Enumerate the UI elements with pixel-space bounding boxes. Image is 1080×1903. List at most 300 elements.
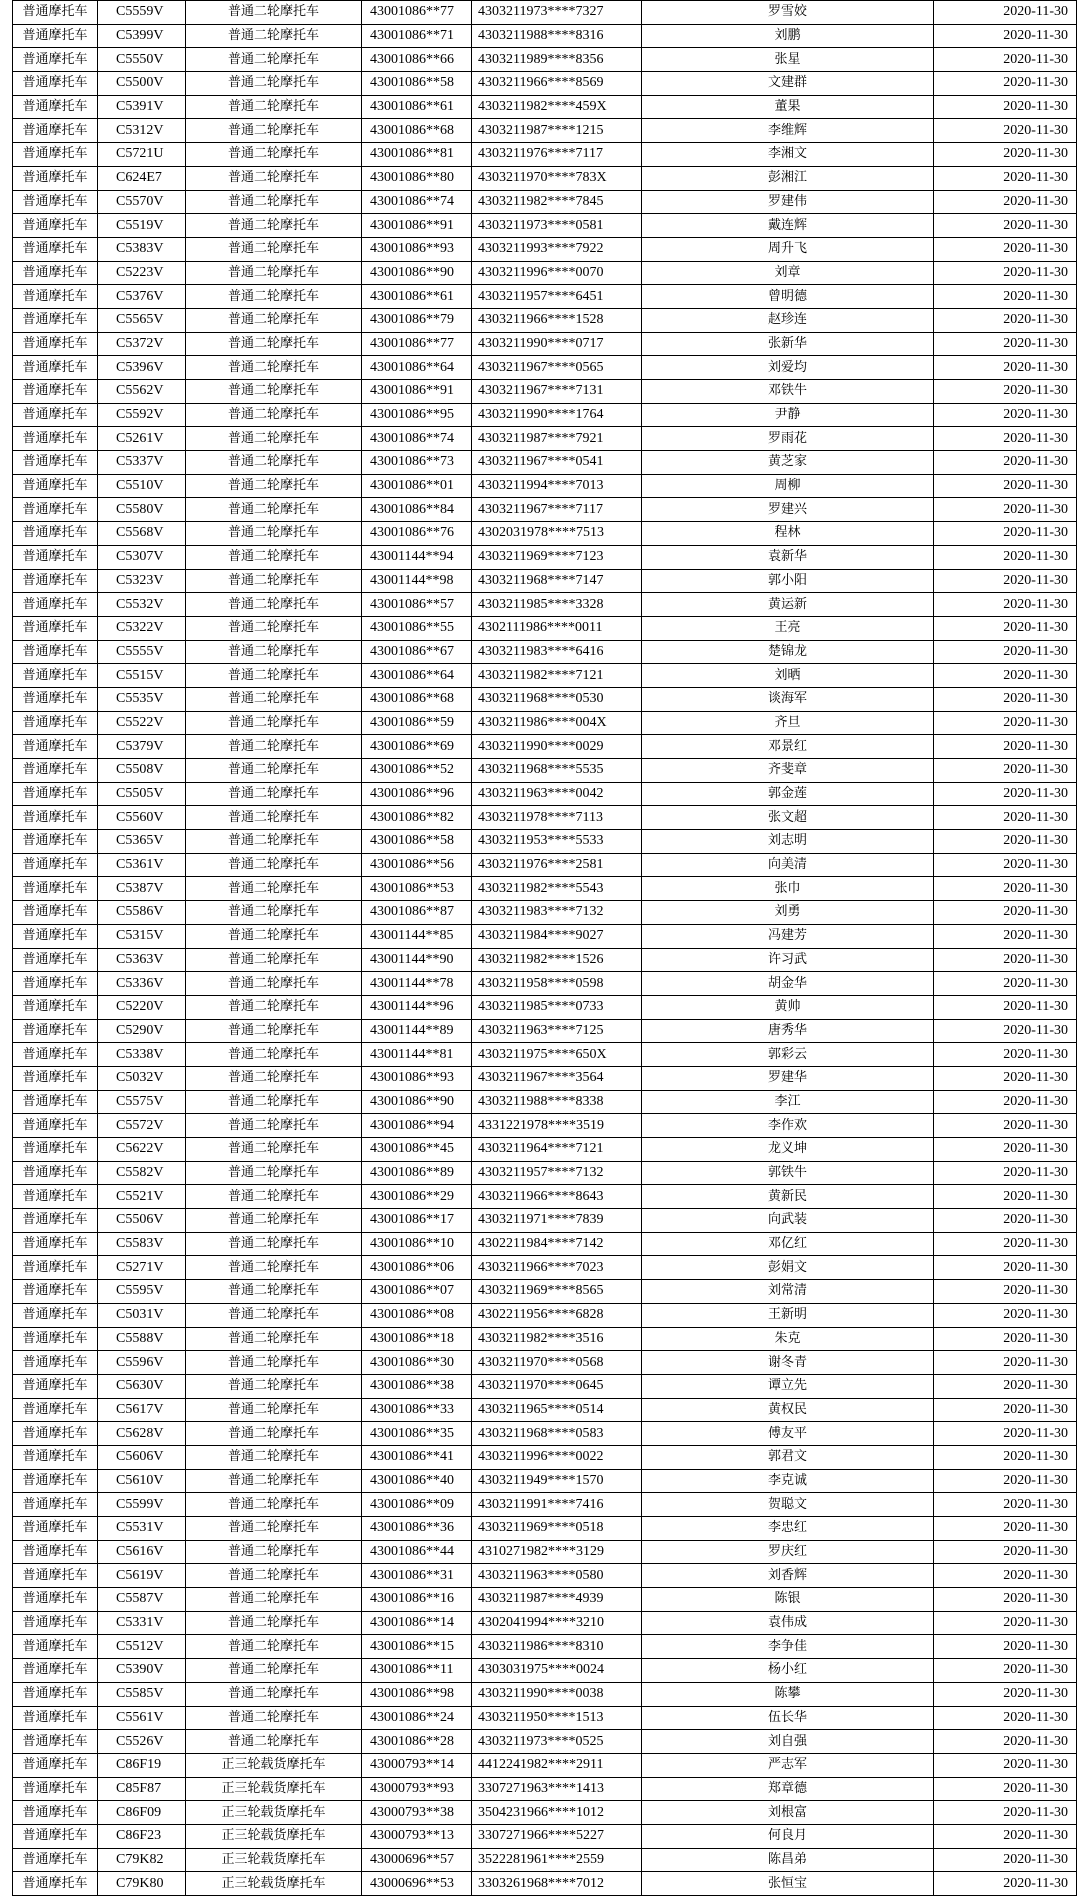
owner-name-cell: 傅友平 [642, 1422, 934, 1446]
date-cell: 2020-11-30 [934, 522, 1077, 546]
date-cell: 2020-11-30 [934, 332, 1077, 356]
vehicle-category-cell: 普通摩托车 [13, 214, 98, 238]
id-number-cell: 4303211982****7845 [472, 190, 642, 214]
plate-number-cell: C5361V [98, 853, 186, 877]
vehicle-category-cell: 普通摩托车 [13, 1398, 98, 1422]
license-number-cell: 43001086**38 [362, 1374, 472, 1398]
plate-number-cell: C5032V [98, 1066, 186, 1090]
plate-number-cell: C5363V [98, 948, 186, 972]
date-cell: 2020-11-30 [934, 380, 1077, 404]
vehicle-category-cell: 普通摩托车 [13, 1043, 98, 1067]
table-row [13, 1493, 1077, 1517]
license-number-cell: 43001144**96 [362, 995, 472, 1019]
date-cell: 2020-11-30 [934, 569, 1077, 593]
plate-number-cell: C5372V [98, 332, 186, 356]
plate-number-cell: C5596V [98, 1351, 186, 1375]
id-number-cell: 4303211968****5535 [472, 759, 642, 783]
license-number-cell: 43001086**68 [362, 119, 472, 143]
plate-number-cell: C5562V [98, 380, 186, 404]
vehicle-category-cell: 普通摩托车 [13, 1706, 98, 1730]
owner-name-cell: 刘香辉 [642, 1564, 934, 1588]
vehicle-category-cell: 普通摩托车 [13, 1777, 98, 1801]
vehicle-category-cell: 普通摩托车 [13, 972, 98, 996]
vehicle-category-cell: 普通摩托车 [13, 1209, 98, 1233]
license-number-cell: 43001144**85 [362, 924, 472, 948]
vehicle-category-cell: 普通摩托车 [13, 332, 98, 356]
owner-name-cell: 黄运新 [642, 593, 934, 617]
plate-number-cell: C5290V [98, 1019, 186, 1043]
owner-name-cell: 严志军 [642, 1753, 934, 1777]
owner-name-cell: 李江 [642, 1090, 934, 1114]
license-number-cell: 43001144**89 [362, 1019, 472, 1043]
owner-name-cell: 郭君文 [642, 1445, 934, 1469]
owner-name-cell: 邓景红 [642, 735, 934, 759]
date-cell: 2020-11-30 [934, 782, 1077, 806]
vehicle-type-cell: 普通二轮摩托车 [186, 261, 362, 285]
owner-name-cell: 李湘文 [642, 143, 934, 167]
vehicle-type-cell: 普通二轮摩托车 [186, 1303, 362, 1327]
vehicle-type-cell: 普通二轮摩托车 [186, 759, 362, 783]
vehicle-type-cell: 普通二轮摩托车 [186, 830, 362, 854]
table-row [13, 924, 1077, 948]
id-number-cell: 4303211967****7131 [472, 380, 642, 404]
plate-number-cell: C5338V [98, 1043, 186, 1067]
plate-number-cell: C5550V [98, 48, 186, 72]
owner-name-cell: 谈海军 [642, 687, 934, 711]
plate-number-cell: C5505V [98, 782, 186, 806]
vehicle-category-cell: 普通摩托车 [13, 1682, 98, 1706]
vehicle-category-cell: 普通摩托车 [13, 1232, 98, 1256]
license-number-cell: 43001086**35 [362, 1422, 472, 1446]
owner-name-cell: 伍长华 [642, 1706, 934, 1730]
license-number-cell: 43001086**28 [362, 1730, 472, 1754]
vehicle-category-cell: 普通摩托车 [13, 380, 98, 404]
table-row [13, 308, 1077, 332]
date-cell: 2020-11-30 [934, 1659, 1077, 1683]
id-number-cell: 4303211970****0568 [472, 1351, 642, 1375]
id-number-cell: 4303211973****0525 [472, 1730, 642, 1754]
plate-number-cell: C5220V [98, 995, 186, 1019]
id-number-cell: 4303211967****7117 [472, 498, 642, 522]
vehicle-type-cell: 普通二轮摩托车 [186, 1043, 362, 1067]
id-number-cell: 4303211950****1513 [472, 1706, 642, 1730]
table-row [13, 1066, 1077, 1090]
vehicle-category-cell: 普通摩托车 [13, 1256, 98, 1280]
license-number-cell: 43001086**59 [362, 711, 472, 735]
vehicle-category-cell: 普通摩托车 [13, 1635, 98, 1659]
vehicle-type-cell: 普通二轮摩托车 [186, 1611, 362, 1635]
date-cell: 2020-11-30 [934, 1611, 1077, 1635]
id-number-cell: 4303211970****0645 [472, 1374, 642, 1398]
date-cell: 2020-11-30 [934, 830, 1077, 854]
license-number-cell: 43001086**58 [362, 830, 472, 854]
vehicle-type-cell: 普通二轮摩托车 [186, 995, 362, 1019]
vehicle-type-cell: 普通二轮摩托车 [186, 1090, 362, 1114]
id-number-cell: 4303211993****7922 [472, 237, 642, 261]
vehicle-category-cell: 普通摩托车 [13, 1540, 98, 1564]
date-cell: 2020-11-30 [934, 1161, 1077, 1185]
vehicle-category-cell: 普通摩托车 [13, 877, 98, 901]
license-number-cell: 43001086**73 [362, 451, 472, 475]
id-number-cell: 4302211984****7142 [472, 1232, 642, 1256]
vehicle-type-cell: 普通二轮摩托车 [186, 1138, 362, 1162]
vehicle-type-cell: 正三轮载货摩托车 [186, 1872, 362, 1896]
table-row [13, 1232, 1077, 1256]
vehicle-type-cell: 普通二轮摩托车 [186, 593, 362, 617]
vehicle-category-cell: 普通摩托车 [13, 616, 98, 640]
vehicle-type-cell: 普通二轮摩托车 [186, 1, 362, 25]
vehicle-type-cell: 普通二轮摩托车 [186, 664, 362, 688]
date-cell: 2020-11-30 [934, 474, 1077, 498]
date-cell: 2020-11-30 [934, 687, 1077, 711]
id-number-cell: 4412241982****2911 [472, 1753, 642, 1777]
plate-number-cell: C5365V [98, 830, 186, 854]
vehicle-type-cell: 普通二轮摩托车 [186, 498, 362, 522]
vehicle-category-cell: 普通摩托车 [13, 1848, 98, 1872]
table-row [13, 1280, 1077, 1304]
table-row [13, 1848, 1077, 1872]
table-row [13, 1398, 1077, 1422]
owner-name-cell: 彭湘江 [642, 166, 934, 190]
table-row [13, 522, 1077, 546]
license-number-cell: 43001086**71 [362, 24, 472, 48]
vehicle-type-cell: 普通二轮摩托车 [186, 1114, 362, 1138]
owner-name-cell: 董果 [642, 95, 934, 119]
date-cell: 2020-11-30 [934, 972, 1077, 996]
table-row [13, 451, 1077, 475]
vehicle-category-cell: 普通摩托车 [13, 664, 98, 688]
vehicle-type-cell: 普通二轮摩托车 [186, 1374, 362, 1398]
owner-name-cell: 李忠红 [642, 1517, 934, 1541]
table-row [13, 214, 1077, 238]
date-cell: 2020-11-30 [934, 1801, 1077, 1825]
date-cell: 2020-11-30 [934, 948, 1077, 972]
plate-number-cell: C5583V [98, 1232, 186, 1256]
date-cell: 2020-11-30 [934, 1280, 1077, 1304]
owner-name-cell: 袁伟成 [642, 1611, 934, 1635]
license-number-cell: 43001086**76 [362, 522, 472, 546]
vehicle-category-cell: 普通摩托车 [13, 24, 98, 48]
table-row [13, 1706, 1077, 1730]
license-number-cell: 43001086**55 [362, 616, 472, 640]
vehicle-category-cell: 普通摩托车 [13, 1588, 98, 1612]
license-number-cell: 43001086**79 [362, 308, 472, 332]
plate-number-cell: C5337V [98, 451, 186, 475]
vehicle-category-cell: 普通摩托车 [13, 924, 98, 948]
plate-number-cell: C5575V [98, 1090, 186, 1114]
vehicle-type-cell: 普通二轮摩托车 [186, 1682, 362, 1706]
vehicle-type-cell: 普通二轮摩托车 [186, 237, 362, 261]
date-cell: 2020-11-30 [934, 1588, 1077, 1612]
date-cell: 2020-11-30 [934, 1540, 1077, 1564]
license-number-cell: 43001086**90 [362, 261, 472, 285]
id-number-cell: 4303211973****7327 [472, 1, 642, 25]
vehicle-type-cell: 普通二轮摩托车 [186, 545, 362, 569]
vehicle-category-cell: 普通摩托车 [13, 545, 98, 569]
vehicle-category-cell: 普通摩托车 [13, 261, 98, 285]
date-cell: 2020-11-30 [934, 190, 1077, 214]
vehicle-type-cell: 普通二轮摩托车 [186, 1588, 362, 1612]
vehicle-category-cell: 普通摩托车 [13, 569, 98, 593]
vehicle-category-cell: 普通摩托车 [13, 427, 98, 451]
id-number-cell: 4303211969****7123 [472, 545, 642, 569]
table-row [13, 166, 1077, 190]
license-number-cell: 43001086**53 [362, 877, 472, 901]
id-number-cell: 4310271982****3129 [472, 1540, 642, 1564]
vehicle-type-cell: 普通二轮摩托车 [186, 853, 362, 877]
vehicle-type-cell: 普通二轮摩托车 [186, 1635, 362, 1659]
license-number-cell: 43001144**90 [362, 948, 472, 972]
date-cell: 2020-11-30 [934, 1682, 1077, 1706]
table-row [13, 1635, 1077, 1659]
vehicle-category-cell: 普通摩托车 [13, 1066, 98, 1090]
vehicle-category-cell: 普通摩托车 [13, 48, 98, 72]
id-number-cell: 4303211983****7132 [472, 901, 642, 925]
vehicle-type-cell: 普通二轮摩托车 [186, 901, 362, 925]
table-row [13, 1753, 1077, 1777]
vehicle-type-cell: 普通二轮摩托车 [186, 687, 362, 711]
plate-number-cell: C5560V [98, 806, 186, 830]
id-number-cell: 4303211996****0022 [472, 1445, 642, 1469]
date-cell: 2020-11-30 [934, 545, 1077, 569]
plate-number-cell: C5532V [98, 593, 186, 617]
date-cell: 2020-11-30 [934, 1493, 1077, 1517]
vehicle-type-cell: 普通二轮摩托车 [186, 1019, 362, 1043]
date-cell: 2020-11-30 [934, 924, 1077, 948]
id-number-cell: 4302031978****7513 [472, 522, 642, 546]
date-cell: 2020-11-30 [934, 285, 1077, 309]
license-number-cell: 43001086**68 [362, 687, 472, 711]
id-number-cell: 4303211996****0070 [472, 261, 642, 285]
id-number-cell: 4303211957****7132 [472, 1161, 642, 1185]
license-number-cell: 43000793**93 [362, 1777, 472, 1801]
plate-number-cell: C5391V [98, 95, 186, 119]
date-cell: 2020-11-30 [934, 735, 1077, 759]
table-row [13, 1374, 1077, 1398]
plate-number-cell: C5031V [98, 1303, 186, 1327]
owner-name-cell: 唐秀华 [642, 1019, 934, 1043]
date-cell: 2020-11-30 [934, 616, 1077, 640]
id-number-cell: 4303211969****8565 [472, 1280, 642, 1304]
vehicle-category-cell: 普通摩托车 [13, 1469, 98, 1493]
table-row [13, 1588, 1077, 1612]
date-cell: 2020-11-30 [934, 877, 1077, 901]
id-number-cell: 4303211982****459X [472, 95, 642, 119]
vehicle-type-cell: 普通二轮摩托车 [186, 214, 362, 238]
vehicle-category-cell: 普通摩托车 [13, 1493, 98, 1517]
date-cell: 2020-11-30 [934, 1730, 1077, 1754]
vehicle-type-cell: 普通二轮摩托车 [186, 24, 362, 48]
owner-name-cell: 曾明德 [642, 285, 934, 309]
id-number-cell: 3522281961****2559 [472, 1848, 642, 1872]
date-cell: 2020-11-30 [934, 1564, 1077, 1588]
owner-name-cell: 黄新民 [642, 1185, 934, 1209]
plate-number-cell: C5619V [98, 1564, 186, 1588]
plate-number-cell: C5570V [98, 190, 186, 214]
owner-name-cell: 陈攀 [642, 1682, 934, 1706]
date-cell: 2020-11-30 [934, 143, 1077, 167]
license-number-cell: 43001086**69 [362, 735, 472, 759]
table-row [13, 1161, 1077, 1185]
license-number-cell: 43000793**13 [362, 1824, 472, 1848]
vehicle-category-cell: 普通摩托车 [13, 1730, 98, 1754]
id-number-cell: 3303261968****7012 [472, 1872, 642, 1896]
license-number-cell: 43001086**57 [362, 593, 472, 617]
date-cell: 2020-11-30 [934, 48, 1077, 72]
plate-number-cell: C5617V [98, 1398, 186, 1422]
table-row [13, 1872, 1077, 1896]
license-number-cell: 43000793**14 [362, 1753, 472, 1777]
vehicle-category-cell: 普通摩托车 [13, 830, 98, 854]
vehicle-category-cell: 普通摩托车 [13, 759, 98, 783]
date-cell: 2020-11-30 [934, 308, 1077, 332]
owner-name-cell: 刘常清 [642, 1280, 934, 1304]
owner-name-cell: 赵珍连 [642, 308, 934, 332]
owner-name-cell: 黄芝家 [642, 451, 934, 475]
id-number-cell: 4303211988****8316 [472, 24, 642, 48]
table-row [13, 427, 1077, 451]
date-cell: 2020-11-30 [934, 427, 1077, 451]
plate-number-cell: C5630V [98, 1374, 186, 1398]
license-number-cell: 43001086**14 [362, 1611, 472, 1635]
owner-name-cell: 许习武 [642, 948, 934, 972]
owner-name-cell: 刘章 [642, 261, 934, 285]
license-number-cell: 43001086**18 [362, 1327, 472, 1351]
id-number-cell: 4303211967****3564 [472, 1066, 642, 1090]
license-number-cell: 43001086**61 [362, 285, 472, 309]
owner-name-cell: 刘根富 [642, 1801, 934, 1825]
table-row [13, 1351, 1077, 1375]
license-number-cell: 43001086**07 [362, 1280, 472, 1304]
vehicle-type-cell: 普通二轮摩托车 [186, 735, 362, 759]
owner-name-cell: 刘鹏 [642, 24, 934, 48]
license-number-cell: 43001086**81 [362, 143, 472, 167]
id-number-cell: 4303211953****5533 [472, 830, 642, 854]
owner-name-cell: 刘爱均 [642, 356, 934, 380]
owner-name-cell: 龙义坤 [642, 1138, 934, 1162]
id-number-cell: 4303211986****8310 [472, 1635, 642, 1659]
table-row [13, 830, 1077, 854]
id-number-cell: 4303211971****7839 [472, 1209, 642, 1233]
vehicle-category-cell: 普通摩托车 [13, 687, 98, 711]
id-number-cell: 4303211983****6416 [472, 640, 642, 664]
vehicle-type-cell: 普通二轮摩托车 [186, 569, 362, 593]
table-row [13, 687, 1077, 711]
vehicle-category-cell: 普通摩托车 [13, 1824, 98, 1848]
vehicle-category-cell: 普通摩托车 [13, 498, 98, 522]
license-number-cell: 43001086**33 [362, 1398, 472, 1422]
id-number-cell: 4303211966****8569 [472, 72, 642, 96]
vehicle-type-cell: 普通二轮摩托车 [186, 48, 362, 72]
date-cell: 2020-11-30 [934, 1753, 1077, 1777]
plate-number-cell: C5261V [98, 427, 186, 451]
plate-number-cell: C5568V [98, 522, 186, 546]
license-number-cell: 43001086**87 [362, 901, 472, 925]
license-number-cell: 43001086**84 [362, 498, 472, 522]
plate-number-cell: C5531V [98, 1517, 186, 1541]
id-number-cell: 4303211966****7023 [472, 1256, 642, 1280]
license-number-cell: 43001086**77 [362, 1, 472, 25]
vehicle-type-cell: 普通二轮摩托车 [186, 1469, 362, 1493]
vehicle-type-cell: 普通二轮摩托车 [186, 1327, 362, 1351]
license-number-cell: 43001086**95 [362, 403, 472, 427]
owner-name-cell: 谢冬青 [642, 1351, 934, 1375]
vehicle-category-cell: 普通摩托车 [13, 356, 98, 380]
owner-name-cell: 冯建芳 [642, 924, 934, 948]
plate-number-cell: C5587V [98, 1588, 186, 1612]
owner-name-cell: 齐旦 [642, 711, 934, 735]
date-cell: 2020-11-30 [934, 1351, 1077, 1375]
vehicle-category-cell: 普通摩托车 [13, 995, 98, 1019]
date-cell: 2020-11-30 [934, 995, 1077, 1019]
plate-number-cell: C86F09 [98, 1801, 186, 1825]
license-number-cell: 43001086**44 [362, 1540, 472, 1564]
id-number-cell: 4303211989****8356 [472, 48, 642, 72]
plate-number-cell: C5588V [98, 1327, 186, 1351]
owner-name-cell: 向武装 [642, 1209, 934, 1233]
table-row [13, 664, 1077, 688]
vehicle-category-cell: 普通摩托车 [13, 190, 98, 214]
table-row [13, 190, 1077, 214]
table-row [13, 569, 1077, 593]
id-number-cell: 4303211990****0029 [472, 735, 642, 759]
table-row [13, 498, 1077, 522]
license-number-cell: 43001086**66 [362, 48, 472, 72]
date-cell: 2020-11-30 [934, 759, 1077, 783]
owner-name-cell: 文建群 [642, 72, 934, 96]
vehicle-category-cell: 普通摩托车 [13, 1611, 98, 1635]
owner-name-cell: 戴连辉 [642, 214, 934, 238]
vehicle-type-cell: 普通二轮摩托车 [186, 1351, 362, 1375]
date-cell: 2020-11-30 [934, 119, 1077, 143]
vehicle-category-cell: 普通摩托车 [13, 711, 98, 735]
license-number-cell: 43001086**77 [362, 332, 472, 356]
table-row [13, 356, 1077, 380]
vehicle-type-cell: 普通二轮摩托车 [186, 1493, 362, 1517]
license-number-cell: 43001086**24 [362, 1706, 472, 1730]
owner-name-cell: 张文超 [642, 806, 934, 830]
plate-number-cell: C5307V [98, 545, 186, 569]
vehicle-category-cell: 普通摩托车 [13, 1019, 98, 1043]
table-row [13, 711, 1077, 735]
table-row [13, 948, 1077, 972]
id-number-cell: 4303211987****7921 [472, 427, 642, 451]
owner-name-cell: 程林 [642, 522, 934, 546]
id-number-cell: 4303211963****7125 [472, 1019, 642, 1043]
owner-name-cell: 陈昌弟 [642, 1848, 934, 1872]
license-number-cell: 43001086**90 [362, 1090, 472, 1114]
license-number-cell: 43001086**89 [362, 1161, 472, 1185]
id-number-cell: 3307271963****1413 [472, 1777, 642, 1801]
owner-name-cell: 邓亿红 [642, 1232, 934, 1256]
table-row [13, 1114, 1077, 1138]
id-number-cell: 4302111986****0011 [472, 616, 642, 640]
table-row [13, 782, 1077, 806]
license-number-cell: 43001086**36 [362, 1517, 472, 1541]
license-number-cell: 43000793**38 [362, 1801, 472, 1825]
vehicle-category-cell: 普通摩托车 [13, 1138, 98, 1162]
table-row [13, 380, 1077, 404]
id-number-cell: 4331221978****3519 [472, 1114, 642, 1138]
license-number-cell: 43000696**53 [362, 1872, 472, 1896]
license-number-cell: 43001086**30 [362, 1351, 472, 1375]
date-cell: 2020-11-30 [934, 356, 1077, 380]
vehicle-type-cell: 普通二轮摩托车 [186, 285, 362, 309]
owner-name-cell: 郭小阳 [642, 569, 934, 593]
vehicle-type-cell: 普通二轮摩托车 [186, 356, 362, 380]
table-row [13, 1824, 1077, 1848]
table-row [13, 95, 1077, 119]
